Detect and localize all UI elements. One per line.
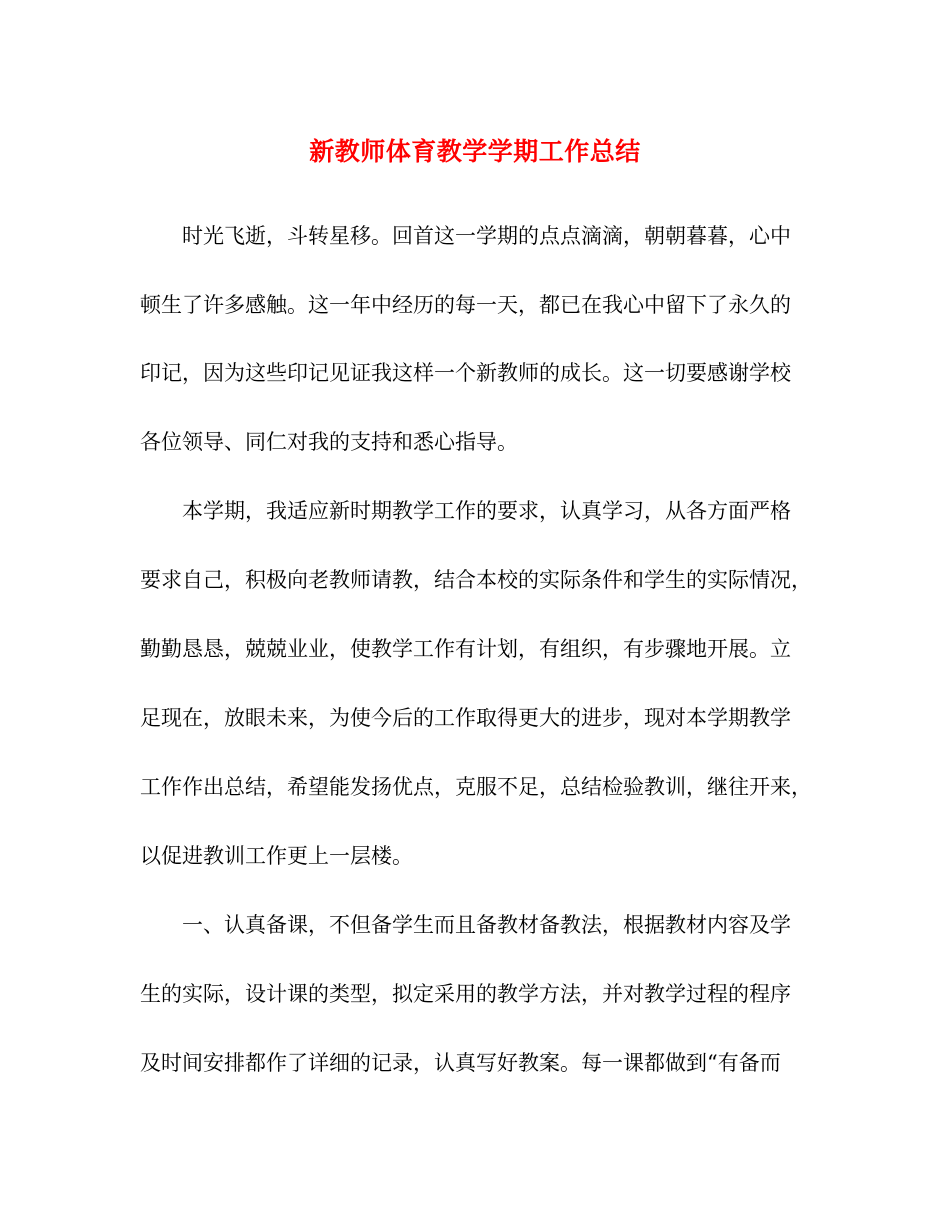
text-line: 一、认真备课，不但备学生而且备教材备教法，根据教材内容及学 xyxy=(140,913,791,937)
text-line: 顿生了许多感触。这一年中经历的每一天，都已在我心中留下了永久的 xyxy=(140,293,791,317)
text-line: 以促进教训工作更上一层楼。 xyxy=(140,844,413,868)
text-line: 勤勤恳恳，兢兢业业，使教学工作有计划，有组织，有步骤地开展。立 xyxy=(140,637,791,661)
text-line: 各位领导、同仁对我的支持和悉心指导。 xyxy=(140,430,518,454)
document-title: 新教师体育教学学期工作总结 xyxy=(309,137,641,166)
text-line: 要求自己，积极向老教师请教，结合本校的实际条件和学生的实际情况， xyxy=(140,568,812,592)
text-line: 及时间安排都作了详细的记录，认真写好教案。每一课都做到“有备而 xyxy=(140,1051,781,1075)
text-line: 时光飞逝，斗转星移。回首这一学期的点点滴滴，朝朝暮暮，心中 xyxy=(140,224,791,248)
text-line: 工作作出总结，希望能发扬优点，克服不足，总结检验教训，继往开来， xyxy=(140,775,812,799)
text-line: 足现在，放眼未来，为使今后的工作取得更大的进步，现对本学期教学 xyxy=(140,706,791,730)
text-line: 印记，因为这些印记见证我这样一个新教师的成长。这一切要感谢学校 xyxy=(140,361,791,385)
text-line: 本学期，我适应新时期教学工作的要求，认真学习，从各方面严格 xyxy=(140,499,791,523)
text-line: 生的实际，设计课的类型，拟定采用的教学方法，并对教学过程的程序 xyxy=(140,982,791,1006)
